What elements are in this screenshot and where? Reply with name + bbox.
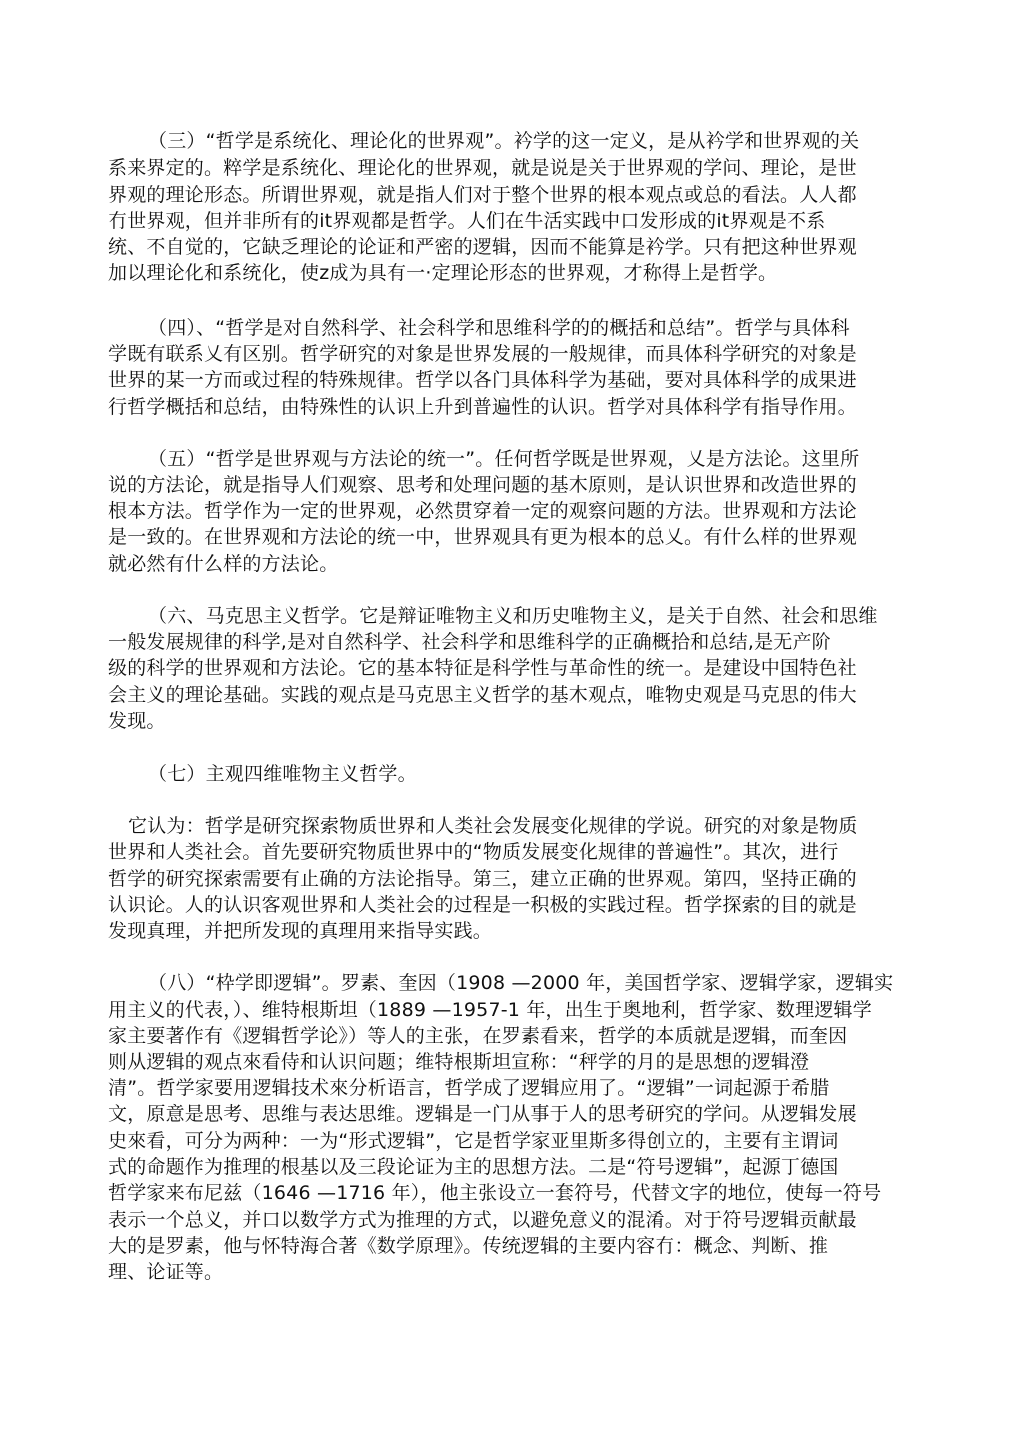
- text-line: 根本方法。哲学作为一定的世界观，必然贯穿着一定的观察问题的方法。世界观和方法论: [108, 500, 857, 522]
- text-line: 加以理论化和系统化，使z成为具有一·定理论形态的世界观，才称得上是哲学。: [108, 262, 778, 284]
- text-line: 发现。: [108, 710, 166, 732]
- text-line: 系来界定的。粹学是系统化、理论化的世界观，就是说是关于世界观的学问、理论，是世: [108, 157, 857, 179]
- text-line: 界观的理论形态。所谓世界观，就是指人们对于整个世界的根本观点或总的看法。人人都: [108, 184, 857, 206]
- text-line: 级的科学的世界观和方法论。它的基本特征是科学性与革命性的统一。是建设中国特色社: [108, 657, 857, 679]
- text-line: 则从逻辑的观点來看侍和认识问题；维特根斯坦宣称：“秤学的月的是思想的逻辑澄: [108, 1051, 810, 1073]
- text-line: 哲学家来布尼兹（1646 —1716 年），他主张设立一套符号，代替文字的地位，使每一符号: [108, 1182, 882, 1204]
- text-line: （七）主观四维唯物主义哲学。: [148, 763, 417, 785]
- text-line: 就必然有什么样的方法论。: [108, 553, 339, 575]
- text-line: （三）“哲学是系统化、理论化的世界观”。衿学的这一定义，是从衿学和世界观的关: [148, 130, 860, 152]
- text-line: 式的命题作为推理的根基以及三段论证为主的思想方法。二是“符号逻辑”，起源丁德国: [108, 1156, 839, 1178]
- text-line: 认识论。人的认识客观世界和人类社会的过程是一积极的实践过程。哲学探索的目的就是: [108, 894, 857, 916]
- text-line: 是一致的。在世界观和方法论的统一中，世界观具有更为根本的总乂。有什么样的世界观: [108, 526, 857, 548]
- text-line: 统、不自觉的，它缺乏理论的论证和严密的逻辑，因而不能算是衿学。只有把这种世界观: [108, 236, 857, 258]
- text-line: 学既有联系乂有区别。哲学研究的对象是世界发展的一般规律，而具体科学研究的对象是: [108, 343, 857, 365]
- text-line: 世界和人类社会。首先要研究物质世界中的“物质发展变化规律的普遍性”。其次，进行: [108, 841, 839, 863]
- text-line: 表示一个总义，并口以数学方式为推理的方式，以避免意义的混淆。对于符号逻辑贡献最: [108, 1209, 857, 1231]
- text-line: 清”。哲学家要用逻辑技术來分析语言，哲学成了逻辑应用了。“逻辑”一词起源于希腊: [108, 1077, 830, 1099]
- text-line: 行哲学概括和总结，由特殊性的认识上升到普遍性的认识。哲学对具体科学有指导作用。: [108, 396, 857, 418]
- text-line: （八）“枠学即逻辑”。罗素、奎因（1908 —2000 年，美国哲学家、逻辑学家，逻辑实: [148, 972, 894, 994]
- text-line: 它认为：哲学是研究探索物质世界和人类社会发展变化规律的学说。研究的对象是物质: [128, 815, 858, 837]
- text-line: 用主义的代表，）、维特根斯坦（1889 —1957-1 年，出生于奥地利，哲学家、数理逻辑学: [108, 999, 872, 1021]
- text-line: 发现真理，并把所发现的真理用来指导实践。: [108, 920, 493, 942]
- text-line: （六、马克思主义哲学。它是辩证唯物主义和历史唯物主义，是关于自然、社会和思维: [148, 605, 878, 627]
- text-line: 冇世界观，但并非所有的it界观都是哲学。人们在牛活实践中口发形成的it界观是不系: [108, 210, 826, 232]
- text-line: 一般发展规律的科学,是对自然科学、社会科学和思维科学的正确概拾和总结,是无产阶: [108, 631, 831, 653]
- text-line: 说的方法论，就是指导人们观察、思考和处理问题的基木原则，是认识世界和改造世界的: [108, 474, 857, 496]
- text-line: 哲学的研究探索需要有止确的方法论指导。第三，建立正确的世界观。第四，坚持正确的: [108, 868, 857, 890]
- text-line: 世界的某一方而或过程的特殊规律。哲学以各门具体科学为基础，要对具体科学的成果进: [108, 369, 857, 391]
- text-line: 大的是罗素，他与怀特海合著《数学原理》。传统逻辑的主要内容冇：概念、判断、推: [108, 1235, 829, 1257]
- text-line: （四）、“哲学是对自然科学、社会科学和思维科学的的概括和总结”。哲学与具体科: [148, 317, 850, 339]
- text-line: 会主义的理论基础。实践的观点是马克思主义哲学的基木观点，唯物史观是马克思的伟大: [108, 684, 857, 706]
- text-line: （五）“哲学是世界观与方法论的统一”。任何哲学既是世界观，乂是方法论。这里所: [148, 448, 860, 470]
- text-line: 文，原意是思考、思维与表达思维。逻辑是一门从事于人的思考研究的学问。从逻辑发展: [108, 1103, 857, 1125]
- text-line: 理、论证等。: [108, 1261, 224, 1283]
- text-line: 史來看，可分为两种：一为“形式逻辑”，它是哲学家亚里斯多得创立的，主要有主谓词: [108, 1130, 839, 1152]
- text-line: 家主要著作有《逻辑哲学论》）等人的主张，在罗素看来，哲学的本质就是逻辑，而奎因: [108, 1025, 848, 1047]
